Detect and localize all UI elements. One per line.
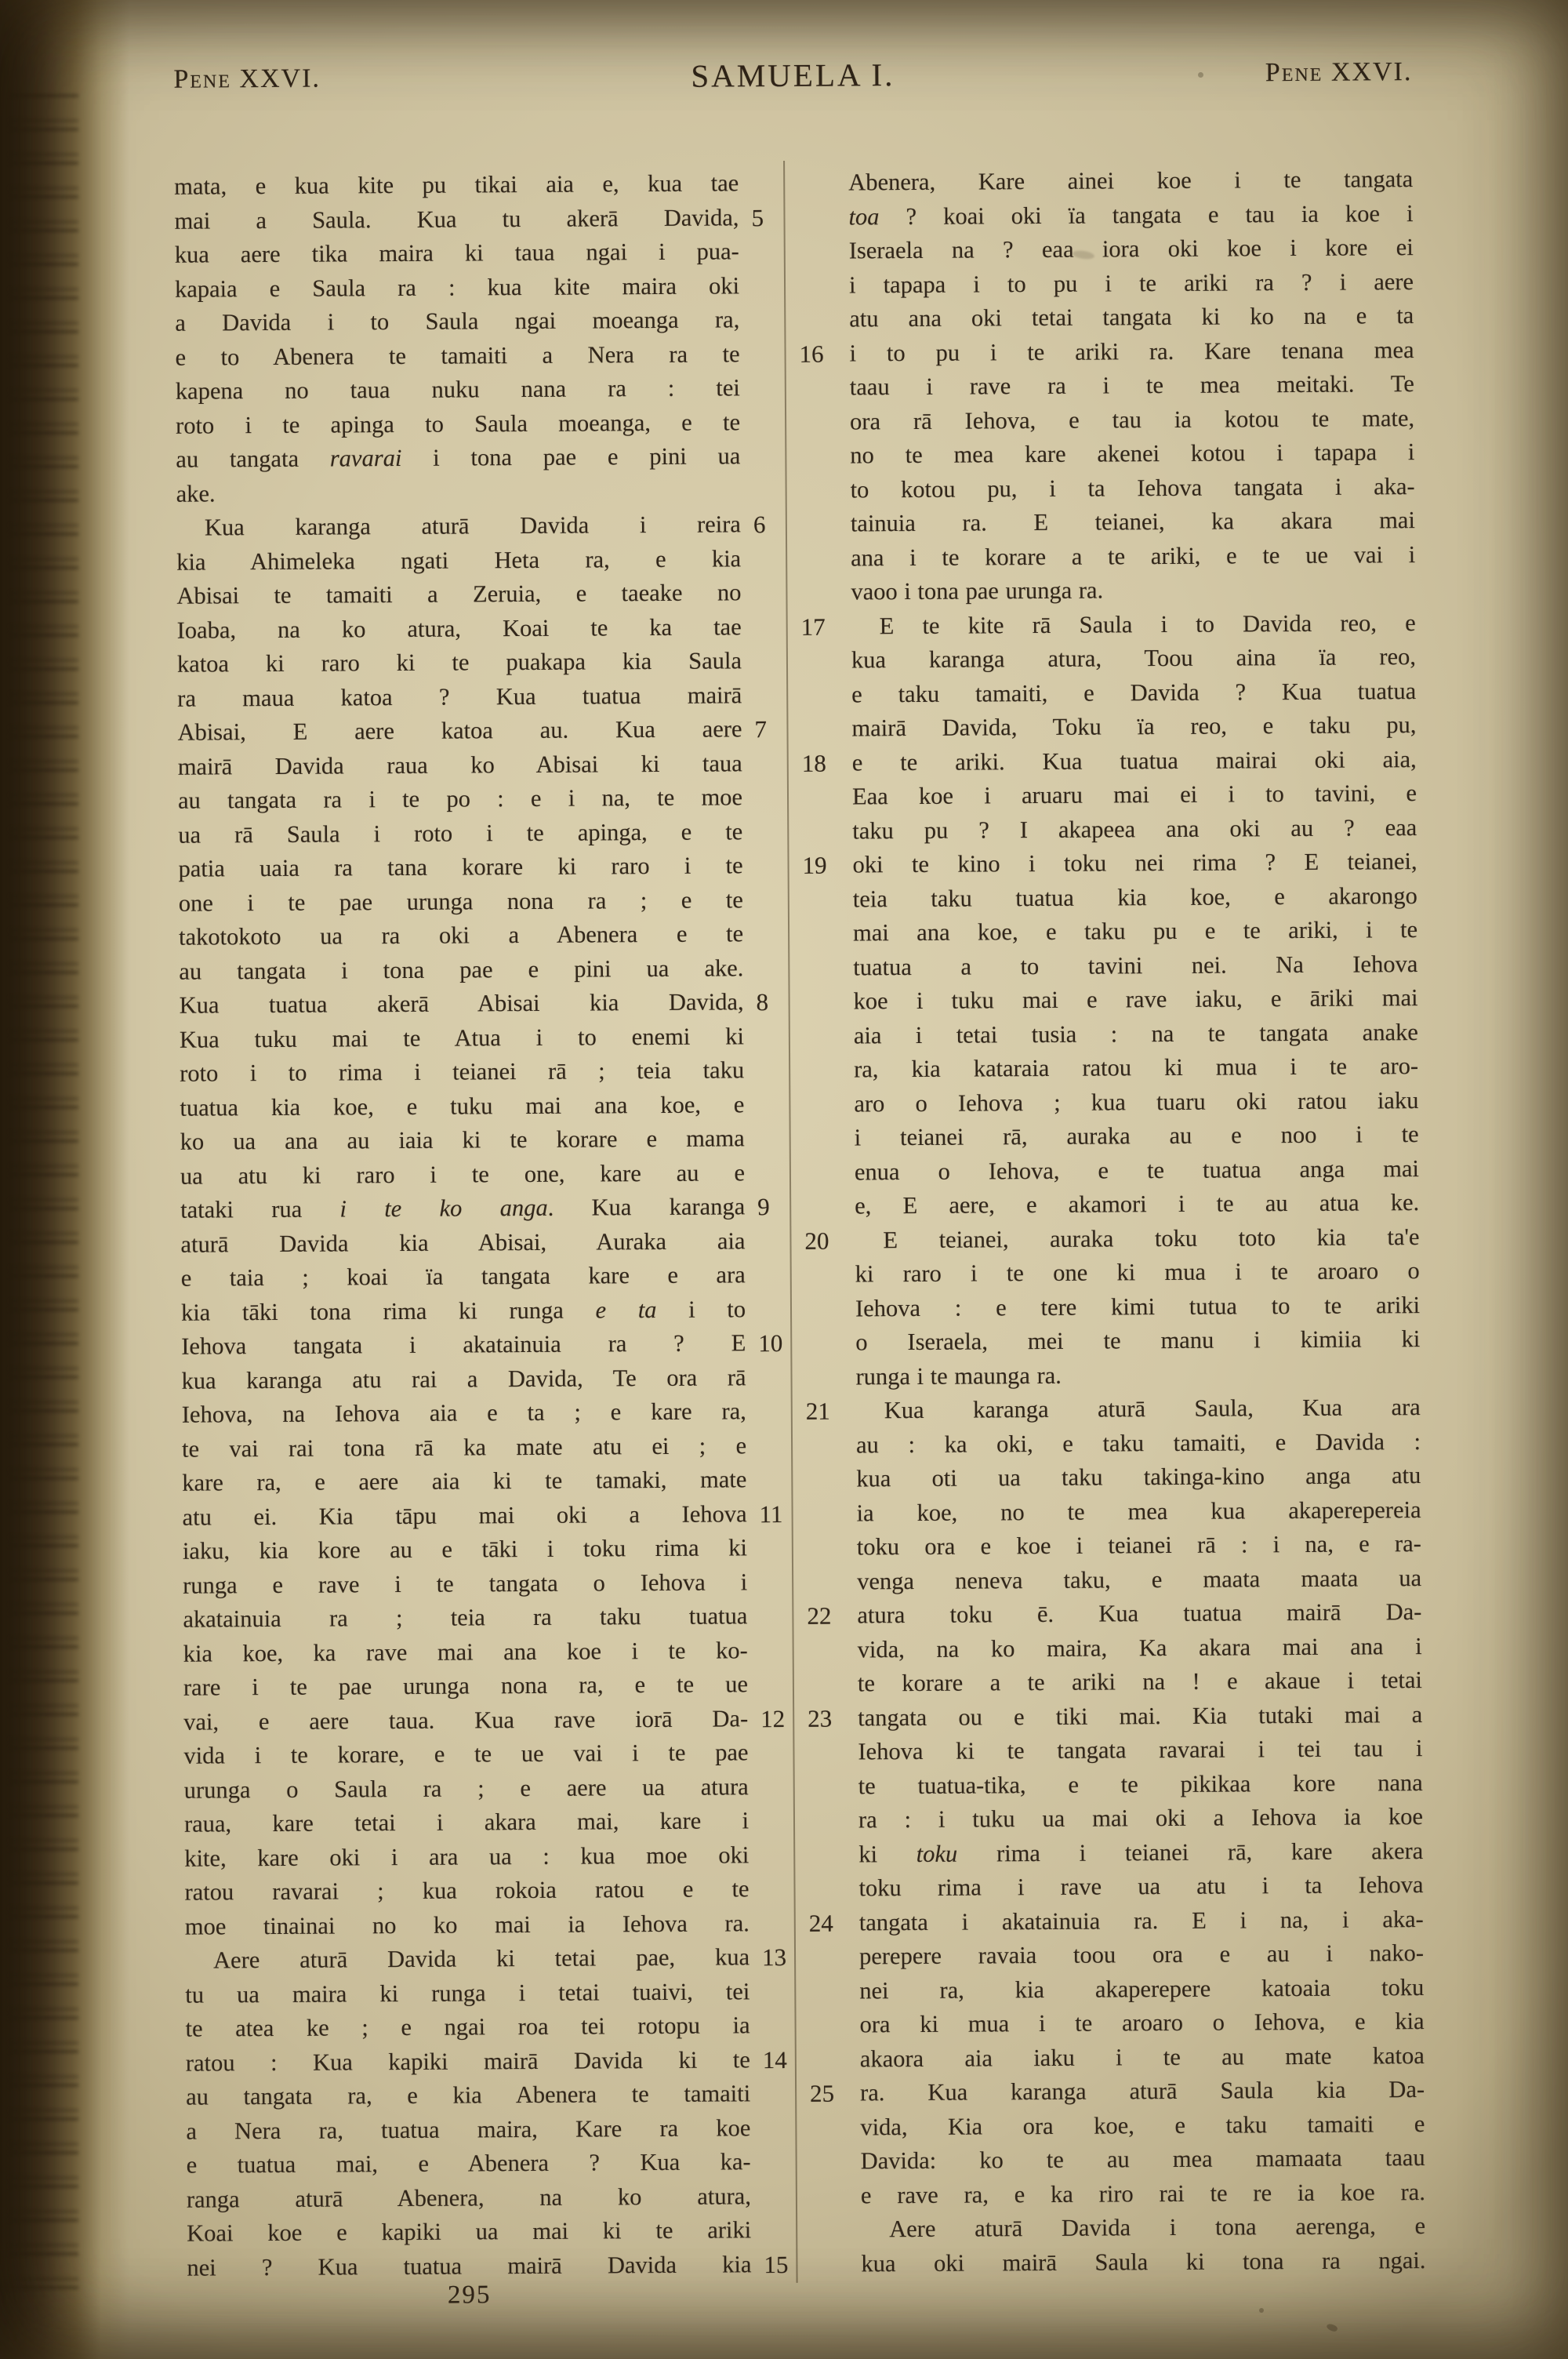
verse-number: 22 [807, 1601, 832, 1630]
text-line: runga e rave i te tangata o Iehova i [183, 1568, 748, 1599]
text-line: mai ana koe, e taku pu e te ariki, i te [852, 916, 1418, 947]
text-line: au tangata ravarai i tona pae e pini ua [176, 442, 741, 473]
text-line: katoa ki raro ki te puakapa kia Saula [176, 647, 742, 678]
text-line: ra : i tuku ua mai oki a Iehova ia koe [858, 1803, 1424, 1834]
text-line: aro o Iehova ; kua tuaru oki ratou iaku [854, 1086, 1419, 1117]
text-line: a Davida i to Saula ngai moeanga ra, [175, 306, 740, 336]
text-line: Davida: ko te au mea mamaata taau [860, 2144, 1425, 2175]
text-line: akaora aia iaku i te au mate katoa [859, 2041, 1425, 2072]
text-line: takotokoto ua ra oki a Abenera e te [178, 920, 744, 951]
text-line: 25 ra. Kua karanga aturā Saula kia Da- [860, 2073, 1425, 2110]
text-line: ua atu ki raro i te one, kare au e [180, 1158, 746, 1190]
verse-number: 16 [799, 340, 824, 368]
text-line: 12 vai, e aere taua. Kua rave iorā Da- [183, 1702, 748, 1739]
text-line: ake. [176, 479, 216, 507]
text-line: ia koe, no te mea kua akaperepereia [856, 1496, 1421, 1526]
text-line: 17 E te kite rā Saula i to Davida reo, e [851, 606, 1416, 644]
text-line: kapaia e Saula ra : kua kite maira oki [174, 271, 740, 303]
text-line: ranga aturā Abenera, na ko atura, [186, 2182, 752, 2213]
text-line: Aere aturā Davida i tona aerenga, e [889, 2212, 1426, 2243]
text-line: Iehova : e tere kimi tutua to te ariki [855, 1291, 1421, 1321]
verse-number: 25 [810, 2079, 835, 2107]
text-line: nei ra, kia akaperepere katoaia toku [859, 1973, 1425, 2004]
text-line: to kotou pu, i ta Iehova tangata i aka- [850, 472, 1415, 503]
text-line: 10 Iehova tangata i akatainuia ra ? E [181, 1326, 746, 1364]
text-line: ki raro i te one ki mua i te aroaro o [855, 1257, 1420, 1288]
paper-speck [1259, 2308, 1264, 2313]
text-line: aturā Davida kia Abisai, Auraka aia [180, 1227, 746, 1258]
text-line: toku ora e koe i teianei rā : i na, e ra- [856, 1530, 1421, 1561]
text-line: 24 tangata i akatainuia ra. E i na, i aka- [859, 1903, 1424, 1940]
text-line: e to Abenera te tamaiti a Nera ra te [175, 340, 740, 371]
text-line: teia taku tuatua kia koe, e akarongo [852, 881, 1417, 912]
right-text-column [799, 162, 1426, 2281]
text-line: perepere ravaia toou ora e au i nako- [858, 1939, 1425, 1970]
text-line: i tapapa i to pu i te ariki ra ? i aere [848, 267, 1414, 298]
verse-number: 18 [801, 749, 826, 777]
text-line: tu ua maira ki runga i tetai tuaivi, tei [185, 1977, 750, 2008]
text-line: e taia ; koai ïa tangata kare e ara [180, 1261, 746, 1292]
text-line: mata, e kua kite pu tikai aia e, kua tae [174, 169, 739, 200]
text-line: patia uaia ra tana korare ki raro i te [178, 852, 743, 882]
verse-number: 8 [756, 988, 769, 1016]
paper-speck [1198, 72, 1203, 78]
text-line: kua karanga atu rai a Davida, Te ora rā [181, 1363, 746, 1394]
text-line: 6 Kua karanga aturā Davida i reira [176, 507, 741, 545]
text-line: ra maua katoa ? Kua tuatua mairā [177, 681, 742, 712]
running-head-chapter-left: Pene XXVI. [173, 64, 321, 94]
text-line: 15 nei ? Kua tuatua mairā Davida kia [187, 2248, 751, 2285]
text-line: 20 E teianei, auraka toku toto kia ta'e [855, 1220, 1419, 1258]
text-line: one i te pae urunga nona ra ; e te [178, 885, 743, 917]
verse-number: 21 [805, 1397, 830, 1425]
text-line: ra, kia kataraia ratou ki mua i te aro- [854, 1052, 1419, 1083]
verse-number: 5 [751, 203, 764, 231]
verse-number: 14 [762, 2045, 787, 2074]
text-line: 23 tangata ou e tiki mai. Kia tutaki mai a [858, 1698, 1422, 1736]
verse-number: 12 [760, 1704, 786, 1732]
text-line: rare i te pae urunga nona ra, e te ue [183, 1670, 749, 1701]
text-line: Koai koe e kapiki ua mai ki te ariki [187, 2216, 752, 2247]
text-line: Kua tuku mai te Atua i to enemi ki [179, 1022, 744, 1053]
text-line: kia tāki tona rima ki runga e ta i to [180, 1295, 746, 1326]
text-line: kare ra, e aere aia ki te tamaki, mate [182, 1466, 747, 1496]
page-number: 295 [447, 2281, 492, 2310]
text-line: 13 Aere aturā Davida ki tetai pae, kua [185, 1940, 750, 1978]
text-line: kua karanga atura, Toou aina ïa reo, [851, 643, 1417, 674]
text-line: vaoo i tona pae urunga ra. [851, 576, 1104, 605]
text-line: taau i rave ra i te mea meitaki. Te [849, 370, 1414, 401]
text-line: ua rā Saula i roto i te apinga, e te [178, 817, 743, 849]
text-line: raua, kare tetai i akara mai, kare i [183, 1807, 750, 1837]
text-line: roto i te apinga to Saula moeanga, e te [176, 408, 741, 439]
text-line: 7 Abisai, E aere katoa au. Kua aere [177, 712, 742, 750]
text-line: ki toku rima i teianei rā, kare akera [858, 1837, 1424, 1867]
text-line: vida, na ko maira, Ka akara mai ana i [857, 1632, 1422, 1663]
text-line: e, E aere, e akamori i te au atua ke. [855, 1189, 1420, 1219]
text-line: te tuatua-tika, e te pikikaa kore nana [858, 1768, 1423, 1799]
text-line: ratou ravarai ; kua rokoia ratou e te [184, 1875, 750, 1906]
text-line: au tangata ra i te po : e i na, te moe [177, 783, 743, 814]
verse-number: 15 [764, 2250, 789, 2278]
text-line: 11 atu ei. Kia tāpu mai oki a Iehova [182, 1497, 746, 1535]
text-line: Eaa koe i aruaru mai ei i to tavini, e [851, 780, 1417, 810]
text-line: aia i tetai tusia : na te tangata anake [853, 1018, 1418, 1049]
text-line: 19 oki te kino i toku nei rima ? E teianei, [852, 845, 1417, 882]
text-line: akatainuia ra ; teia ra taku tuatua [183, 1602, 748, 1633]
text-line: kua oti ua taku takinga-kino anga atu [856, 1462, 1421, 1492]
verse-number: 24 [808, 1909, 833, 1937]
verse-number: 10 [758, 1329, 783, 1358]
text-line: vida i te korare, e te ue vai i te pae [183, 1739, 749, 1769]
verse-number: 13 [761, 1943, 787, 1972]
text-line: ora ki mua i te aroaro o Iehova, e kia [859, 2008, 1425, 2038]
text-line: Iehova ki te tangata ravarai i tei tau i [858, 1735, 1423, 1765]
text-line: mairā Davida raua ko Abisai ki taua [177, 749, 742, 780]
text-line: Abisai te tamaiti a Zeruia, e taeake no [176, 579, 742, 609]
text-line: iaku, kia kore au e tāki i toku rima ki [182, 1534, 747, 1565]
verse-number: 20 [804, 1227, 829, 1255]
text-line: Abenera, Kare ainei koe i te tangata [848, 165, 1414, 196]
text-line: kite, kare oki i ara ua : kua moe oki [184, 1841, 750, 1872]
text-line: ana i te korare a te ariki, e te ue vai i [851, 540, 1416, 571]
text-line: i teianei rā, auraka au e noo i te [854, 1121, 1419, 1151]
text-line: Iehova, na Iehova aia e ta ; e kare ra, [181, 1398, 746, 1428]
text-line: enua o Iehova, e te tuatua anga mai [854, 1154, 1420, 1185]
running-head-chapter-right: Pene XXVI. [1265, 57, 1413, 88]
text-line: kua oki mairā Saula ki tona ra ngai. [861, 2246, 1426, 2277]
verse-number: 9 [757, 1193, 770, 1221]
text-line: 16 i to pu i te ariki ra. Kare tenana mea [849, 333, 1414, 371]
text-line: moe tinainai no ko mai ia Iehova ra. [184, 1909, 750, 1940]
running-head-book-title: SAMUELA I. [691, 56, 895, 94]
text-line: urunga o Saula ra ; e aere ua atura [183, 1772, 749, 1804]
verse-number: 23 [808, 1704, 833, 1732]
text-line: toa ? koai oki ïa tangata e tau ia koe i [848, 199, 1414, 230]
text-line: au tangata ra, e kia Abenera te tamaiti [186, 2080, 751, 2110]
text-line: au tangata i tona pae e pini ua ake. [179, 954, 744, 985]
text-line: runga i te maunga ra. [855, 1361, 1062, 1390]
text-line: kia Ahimeleka ngati Heta ra, e kia [176, 544, 742, 576]
left-text-column [174, 166, 789, 2284]
text-line: vida, Kia ora koe, e taku tamaiti e [860, 2110, 1425, 2140]
text-line: au : ka oki, e taku tamaiti, e Davida : [855, 1427, 1421, 1458]
text-line: e tuatua mai, e Abenera ? Kua ka- [186, 2148, 751, 2179]
text-line: tuatua kia koe, e tuku mai ana koe, e [180, 1090, 745, 1121]
text-line: ko ua ana au iaia ki te korare e mama [180, 1125, 745, 1155]
text-line: te atea ke ; e ngai roa tei rotopu ia [185, 2012, 750, 2042]
text-line: toku rima i rave ua atu i ta Iehova [858, 1871, 1424, 1902]
text-line: e rave ra, e ka riro rai te re ia koe ra. [860, 2178, 1426, 2208]
text-line: a Nera ra, tuatua maira, Kare ra koe [186, 2114, 751, 2145]
text-line: kapena no taua nuku nana ra : tei [175, 374, 740, 405]
gutter-text-bleed [9, 94, 78, 2290]
verse-number: 19 [802, 851, 827, 879]
text-line: mairā Davida, Toku ïa reo, e taku pu, [851, 711, 1417, 742]
text-line: Ioaba, na ko atura, Koai te ka tae [176, 612, 742, 644]
text-line: 21 Kua karanga aturā Saula, Kua ara [856, 1390, 1421, 1428]
verse-number: 7 [754, 715, 768, 743]
text-line: te korare a te ariki na ! e akaue i tetai [857, 1667, 1423, 1697]
text-line: 22 atura toku ē. Kua tuatua mairā Da- [857, 1595, 1421, 1633]
text-line: kua aere tika maira ki taua ngai i pua- [174, 238, 739, 268]
text-line: tainuia ra. E teianei, ka akara mai [850, 507, 1415, 537]
text-line: kia koe, ka rave mai ana koe i te ko- [183, 1636, 748, 1667]
text-line: koe i tuku mai e rave iaku, e āriki mai [853, 984, 1418, 1015]
text-line: roto i to rima i teianei rā ; teia taku [180, 1056, 745, 1087]
text-line: o Iseraela, mei te manu i kimiia ki [855, 1325, 1421, 1356]
text-line: no te mea kare akenei kotou i tapapa i [850, 438, 1415, 469]
text-line: Iseraela na ? eaa iora oki koe i kore ei [848, 234, 1414, 264]
text-line: 8 Kua tuatua akerā Abisai kia Davida, [179, 985, 743, 1023]
verse-number: 17 [800, 612, 826, 641]
text-line: ora rā Iehova, e tau ia kotou te mate, [849, 404, 1415, 434]
text-line: venga neneva taku, e maata maata ua [857, 1564, 1422, 1594]
text-line: 9 tataki rua i te ko anga. Kua karanga [180, 1190, 745, 1227]
running-head [173, 54, 1412, 100]
text-line: tuatua a to tavini nei. Na Iehova [853, 950, 1418, 980]
text-line: 18 e te ariki. Kua tuatua mairai oki aia, [852, 743, 1417, 780]
text-line: 5 mai a Saula. Kua tu akerā Davida, [174, 201, 739, 238]
text-line: e taku tamaiti, e Davida ? Kua tuatua [851, 677, 1417, 707]
text-line: te vai rai tona rā ka mate atu ei ; e [181, 1431, 747, 1463]
verse-number: 6 [753, 511, 766, 539]
text-line: taku pu ? I akapeea ana oki au ? eaa [852, 813, 1417, 844]
verse-number: 11 [759, 1499, 783, 1528]
text-line: atu ana oki tetai tangata ki ko na e ta [849, 302, 1414, 333]
text-line: 14 ratou : Kua kapiki mairā Davida ki te [186, 2043, 750, 2081]
